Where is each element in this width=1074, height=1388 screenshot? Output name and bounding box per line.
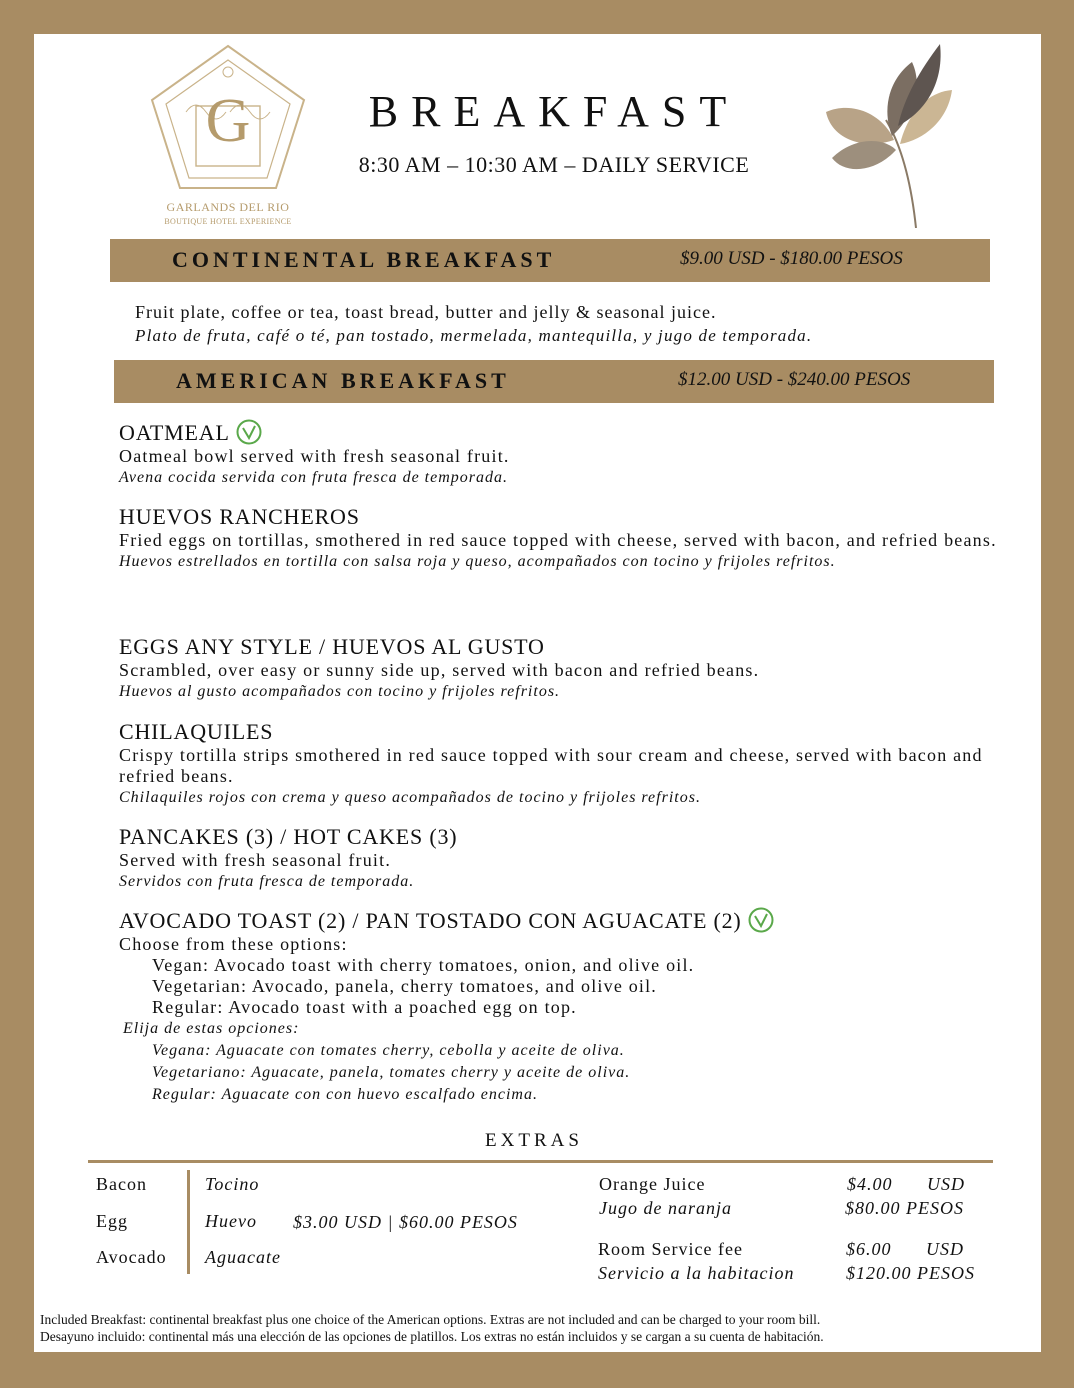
extra-egg-en: Egg bbox=[96, 1211, 128, 1231]
item-desc-en: Served with fresh seasonal fruit. bbox=[119, 850, 392, 870]
menu-item-pancakes bbox=[119, 824, 999, 893]
extra-orange-juice-es: Jugo de naranja bbox=[599, 1198, 732, 1218]
american-header-bar bbox=[114, 360, 994, 403]
item-desc-en: Choose from these options: bbox=[119, 934, 348, 954]
item-desc-es: Elija de estas opciones: bbox=[123, 1020, 300, 1037]
service-hours: 8:30 AM – 10:30 AM – DAILY SERVICE bbox=[358, 152, 750, 177]
extra-avocado-es: Aguacate bbox=[205, 1247, 281, 1267]
option-regular-en: Regular: Avocado toast with a poached egg on top. bbox=[152, 997, 577, 1017]
extra-avocado-en: Avocado bbox=[96, 1247, 167, 1267]
item-name: PANCAKES (3) / HOT CAKES (3) bbox=[119, 824, 458, 849]
orange-juice-pesos: $80.00 PESOS bbox=[845, 1198, 964, 1218]
item-desc-en: Scrambled, over easy or sunny side up, served with bacon and refried beans. bbox=[119, 660, 760, 680]
brand-name: GARLANDS DEL RIO bbox=[166, 200, 290, 214]
menu-page bbox=[34, 34, 1041, 1352]
item-name: OATMEAL bbox=[119, 419, 999, 446]
item-name: AVOCADO TOAST (2) / PAN TOSTADO CON AGUACATE (2) bbox=[119, 907, 999, 934]
item-desc-es: Servidos con fruta fresca de temporada. bbox=[119, 873, 415, 890]
option-vegetarian-en: Vegetarian: Avocado, panela, cherry tomatoes, and olive oil. bbox=[152, 976, 658, 996]
option-vegan-es: Vegana: Aguacate con tomates cherry, cebolla y aceite de oliva. bbox=[152, 1042, 625, 1059]
continental-desc-es: Plato de fruta, café o té, pan tostado, mermelada, mantequilla, y jugo de temporada. bbox=[135, 326, 813, 345]
menu-item-eggs-any-style bbox=[119, 634, 999, 703]
american-title: AMERICAN BREAKFAST bbox=[176, 368, 510, 393]
extra-bacon-es: Tocino bbox=[205, 1174, 260, 1194]
orange-juice-usd: $4.00 bbox=[847, 1174, 893, 1194]
logo-letter: G bbox=[205, 87, 251, 155]
extra-room-service-en: Room Service fee bbox=[598, 1239, 743, 1259]
option-vegetarian-es: Vegetariano: Aguacate, panela, tomates cherry y aceite de oliva. bbox=[152, 1064, 631, 1081]
page-title: BREAKFAST bbox=[368, 87, 740, 136]
american-price: $12.00 USD - $240.00 PESOS bbox=[678, 369, 911, 390]
extras-vertical-divider bbox=[187, 1170, 190, 1274]
menu-item-avocado-toast bbox=[119, 907, 999, 1106]
continental-desc-en: Fruit plate, coffee or tea, toast bread, butter and jelly & seasonal juice. bbox=[135, 302, 717, 322]
continental-header-bar bbox=[110, 239, 990, 282]
item-desc-en: Fried eggs on tortillas, smothered in red sauce topped with cheese, served with bacon, and refried beans. bbox=[119, 530, 997, 550]
continental-title: CONTINENTAL BREAKFAST bbox=[172, 247, 556, 272]
room-service-usd-label: USD bbox=[926, 1239, 964, 1259]
leaf-icon bbox=[824, 40, 954, 228]
extra-orange-juice-en: Orange Juice bbox=[599, 1174, 706, 1194]
extras-title: EXTRAS bbox=[485, 1130, 583, 1151]
item-name: CHILAQUILES bbox=[119, 719, 274, 744]
orange-juice-usd-label: USD bbox=[927, 1174, 965, 1194]
vegan-icon bbox=[748, 907, 774, 933]
brand-tagline: BOUTIQUE HOTEL EXPERIENCE bbox=[164, 217, 292, 226]
item-desc-es: Chilaquiles rojos con crema y queso acompañados de tocino y frijoles refritos. bbox=[119, 789, 701, 806]
item-desc-es: Huevos estrellados en tortilla con salsa roja y queso, acompañados con tocino y frijoles refritos. bbox=[119, 553, 836, 570]
extra-room-service-es: Servicio a la habitacion bbox=[598, 1263, 795, 1283]
item-desc-en: Oatmeal bowl served with fresh seasonal fruit. bbox=[119, 446, 510, 466]
extra-egg-es: Huevo bbox=[205, 1211, 257, 1231]
item-desc-es: Avena cocida servida con fruta fresca de temporada. bbox=[119, 469, 508, 486]
room-service-pesos: $120.00 PESOS bbox=[846, 1263, 975, 1283]
footer-note-es: Desayuno incluido: continental más una elección de las opciones de platillos. Los extras no están incluidos y se cargan a su cuenta de habitación. bbox=[40, 1329, 824, 1344]
menu-item-huevos-rancheros bbox=[119, 504, 999, 573]
footer-note-en: Included Breakfast: continental breakfast plus one choice of the American options. Extras are not included and can be charged to your room bill. bbox=[40, 1312, 821, 1327]
vegan-icon bbox=[236, 419, 262, 445]
item-desc-en: Crispy tortilla strips smothered in red sauce topped with sour cream and cheese, served with bacon and refried beans. bbox=[119, 745, 983, 786]
item-name: HUEVOS RANCHEROS bbox=[119, 504, 360, 529]
extras-left-price: $3.00 USD | $60.00 PESOS bbox=[293, 1212, 518, 1232]
extra-bacon-en: Bacon bbox=[96, 1174, 147, 1194]
continental-price: $9.00 USD - $180.00 PESOS bbox=[680, 248, 903, 269]
room-service-usd: $6.00 bbox=[846, 1239, 892, 1259]
item-name: EGGS ANY STYLE / HUEVOS AL GUSTO bbox=[119, 634, 545, 659]
menu-item-chilaquiles bbox=[119, 719, 999, 809]
option-regular-es: Regular: Aguacate con con huevo escalfado encima. bbox=[152, 1086, 538, 1103]
option-vegan-en: Vegan: Avocado toast with cherry tomatoes, onion, and olive oil. bbox=[152, 955, 695, 975]
item-desc-es: Huevos al gusto acompañados con tocino y frijoles refritos. bbox=[119, 683, 561, 700]
menu-item-oatmeal bbox=[119, 419, 999, 489]
extras-divider bbox=[88, 1160, 993, 1163]
hotel-logo bbox=[146, 42, 310, 232]
